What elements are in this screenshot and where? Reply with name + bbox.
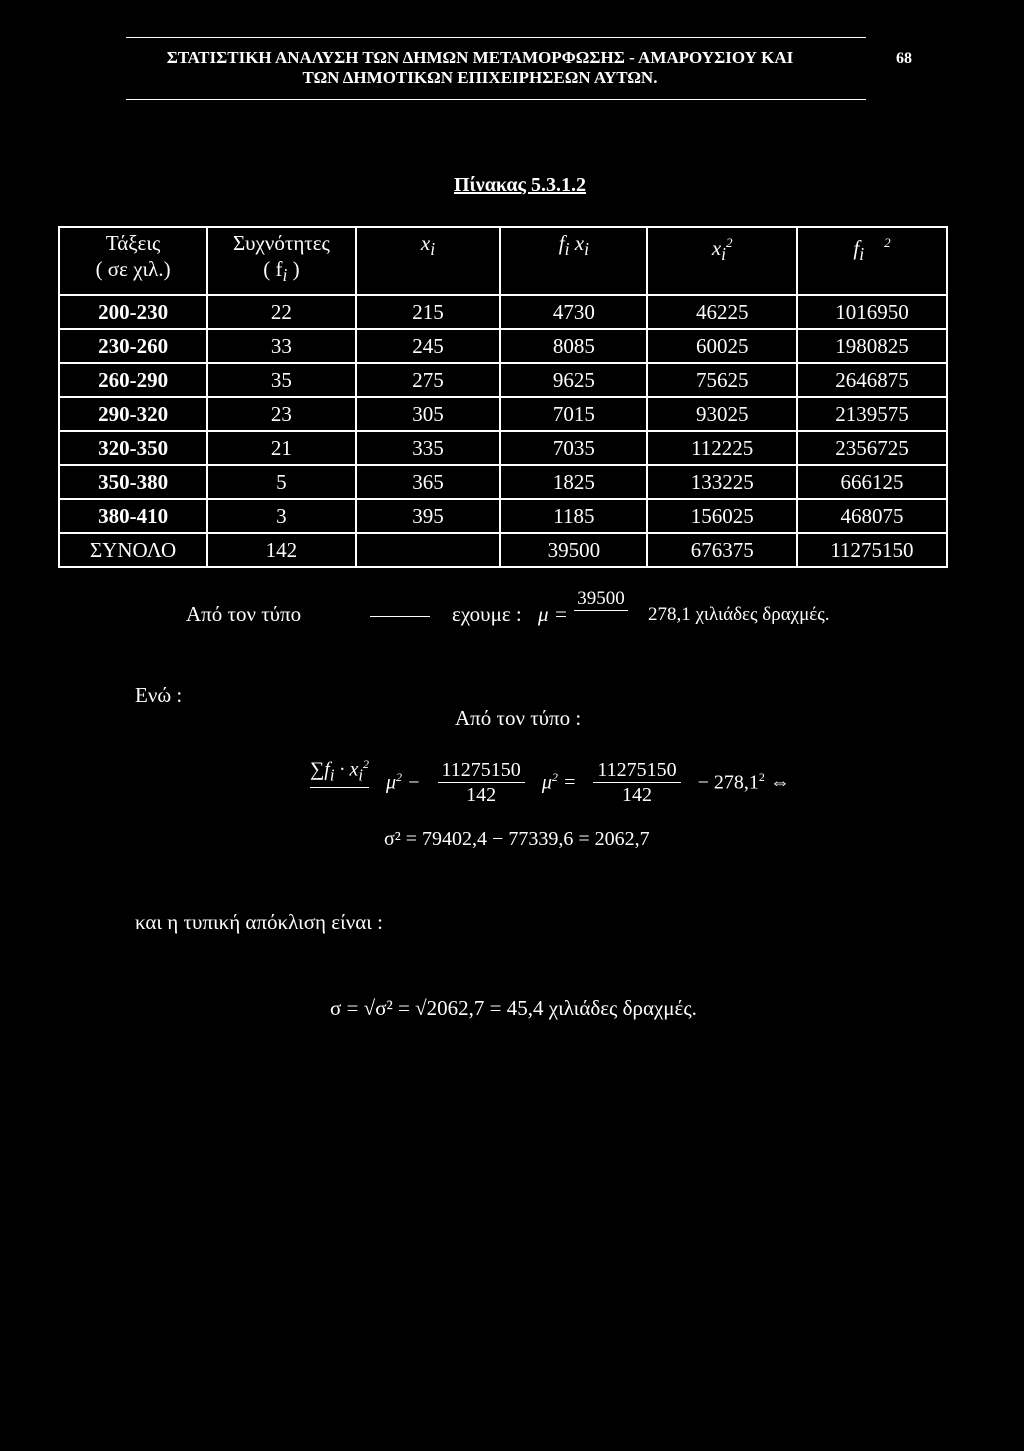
header-classes-line2: ( σε χιλ.) [95,257,171,281]
mu-result: 278,1 χιλιάδες δραχμές. [648,604,830,625]
cell-xi: 305 [356,397,501,431]
minus-mean: − 278,1 [697,771,759,794]
cell-class: 200-230 [59,295,207,329]
cell-frequency: 5 [207,465,355,499]
fraction-1-numerator: 11275150 [438,758,525,783]
table-row [59,329,947,363]
we-have-label: εχουμε : [452,602,522,626]
header-frequency [207,227,355,295]
cell-total-fixi: 39500 [500,533,647,567]
cell-fixi: 9625 [500,363,647,397]
page-number: 68 [896,50,912,67]
cell-frequency: 33 [207,329,355,363]
fraction-1 [438,758,525,807]
cell-class: 350-380 [59,465,207,499]
cell-fixi: 4730 [500,295,647,329]
cell-xi2: 46225 [647,295,796,329]
header-frequency-close: ) [287,257,300,281]
cell-frequency: 3 [207,499,355,533]
cell-class: 230-260 [59,329,207,363]
cell-xi: 275 [356,363,501,397]
variance-formula [310,758,802,807]
cell-fi2: 2139575 [797,397,947,431]
cell-xi: 245 [356,329,501,363]
header-title [120,48,840,88]
sum-symbol: ∑f [310,758,330,781]
cell-xi: 395 [356,499,501,533]
table-caption: Πίνακας 5.3.1.2 [454,174,586,196]
fraction-2-denominator: 142 [621,784,652,806]
table-row [59,431,947,465]
cell-xi: 365 [356,465,501,499]
table-header-row [59,227,947,295]
cell-fixi: 1185 [500,499,647,533]
mu-sup-1: 2 [396,770,403,785]
header-classes [59,227,207,295]
header-frequency-sub: i [282,265,288,286]
cell-frequency: 21 [207,431,355,465]
header-xi2-sub: i [721,244,727,265]
cell-total-frequency: 142 [207,533,355,567]
cell-total-xi [356,533,501,567]
header-fi2-sup: 2 [884,235,891,250]
from-formula-label-2: Από τον τύπο : [455,706,582,730]
header-fixi [500,227,647,295]
cell-frequency: 35 [207,363,355,397]
cell-fixi: 1825 [500,465,647,499]
cell-xi2: 93025 [647,397,796,431]
sigma-squared-line: σ² = 79402,4 − 77339,6 = 2062,7 [384,828,650,850]
cell-fixi: 8085 [500,329,647,363]
header-xi2-sup: 2 [726,235,733,250]
header-fi2-sub: i [859,244,865,265]
header-title-line1: ΣΤΑΤΙΣΤΙΚΗ ΑΝΑΛΥΣΗ ΤΩΝ ΔΗΜΩΝ ΜΕΤΑΜΟΡΦΩΣΗΣ - ΑΜΑΡΟΥΣΙΟΥ ΚΑΙ [166,48,794,67]
fraction-1-denominator: 142 [466,784,497,806]
from-formula-label: Από τον τύπο [186,602,302,626]
header-fi2-f: f [853,236,860,260]
cell-xi2: 60025 [647,329,796,363]
header-frequency-line2 [208,256,354,288]
std-line: σ = √σ² = √2062,7 = 45,4 χιλιάδες δραχμές. [330,996,697,1020]
header-fixi-sub1: i [564,239,570,260]
fraction-2 [593,758,680,807]
table-row [59,397,947,431]
sum-sub: i [329,765,335,785]
cell-class: 260-290 [59,363,207,397]
cell-fi2: 1980825 [797,329,947,363]
header-fixi-x: x [569,231,585,255]
header-title-line2: ΤΩΝ ΔΗΜΟΤΙΚΩΝ ΕΠΙΧΕΙΡΗΣΕΩΝ ΑΥΤΩΝ. [302,68,658,87]
table-row [59,295,947,329]
header-frequency-open: ( f [263,257,283,281]
header-xi [356,227,501,295]
cell-class: 380-410 [59,499,207,533]
header-fixi-f: f [558,231,565,255]
mu-symbol-1: μ [386,771,397,794]
header-fi-squared [797,227,947,295]
header-xi-sub: i [430,239,436,260]
cell-xi2: 75625 [647,363,796,397]
cell-xi: 335 [356,431,501,465]
std-intro: και η τυπική απόκλιση είναι : [135,910,383,934]
iff-arrow-icon: ⇔ [769,771,790,794]
cell-total-label: ΣΥΝΟΛΟ [59,533,207,567]
mu-symbol-2: μ [541,771,552,794]
sum-sub2: i [358,765,363,785]
mu-squared-1 [386,770,421,795]
cell-total-xi2: 676375 [647,533,796,567]
formula-placeholder-line [370,616,430,617]
cell-fi2: 2356725 [797,431,947,465]
mu-squared-2 [542,770,577,795]
minus-mean-squared [698,770,790,795]
header-top-rule [126,37,866,38]
mu-fraction [574,588,628,625]
cell-class: 290-320 [59,397,207,431]
mu-sup-2: 2 [551,770,558,785]
cell-frequency: 22 [207,295,355,329]
header-frequency-line1: Συχνότητες [232,231,330,255]
header-xi-x: x [420,231,431,255]
fraction-2-numerator: 11275150 [593,758,680,783]
cell-fixi: 7015 [500,397,647,431]
cell-xi: 215 [356,295,501,329]
mu-numerator: 39500 [577,588,625,609]
sum-expression [310,757,369,789]
frequency-table [58,226,948,568]
table-body [59,295,947,567]
sum-sup: 2 [363,756,369,771]
cell-fixi: 7035 [500,431,647,465]
table-row [59,363,947,397]
header-xi2-x: x [711,236,722,260]
cell-class: 320-350 [59,431,207,465]
header-classes-line1: Τάξεις [105,231,161,255]
table-row [59,465,947,499]
cell-fi2: 2646875 [797,363,947,397]
table-total-row [59,533,947,567]
cell-fi2: 1016950 [797,295,947,329]
minus-sign-1: − [407,771,421,794]
header-xi-squared [647,227,796,295]
cell-frequency: 23 [207,397,355,431]
header-fixi-sub2: i [584,239,589,260]
minus-mean-sup: 2 [758,770,765,785]
sum-dot-x: · x [334,758,359,781]
header-bottom-rule [126,99,866,100]
cell-xi2: 133225 [647,465,796,499]
cell-xi2: 112225 [647,431,796,465]
table-row [59,499,947,533]
cell-total-fi2: 11275150 [797,533,947,567]
equals-sign: = [562,771,577,794]
while-label: Ενώ : [135,683,183,707]
mu-label: μ = [538,602,568,626]
mu-fraction-bar [574,610,628,625]
cell-fi2: 666125 [797,465,947,499]
cell-fi2: 468075 [797,499,947,533]
cell-xi2: 156025 [647,499,796,533]
